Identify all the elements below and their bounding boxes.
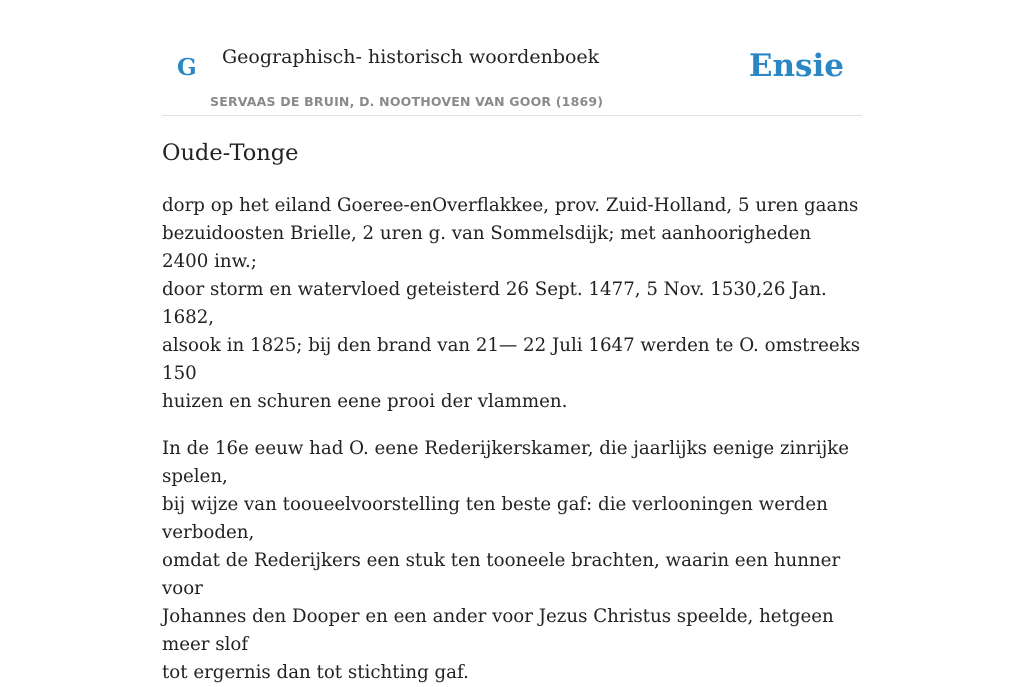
- book-title[interactable]: Geographisch- historisch woordenboek: [222, 46, 600, 68]
- book-logo-icon[interactable]: G: [177, 54, 197, 81]
- header: [162, 0, 862, 116]
- book-author: SERVAAS DE BRUIN, D. NOOTHOVEN VAN GOOR (1869): [210, 94, 604, 109]
- brand-logo[interactable]: Ensie: [748, 48, 844, 84]
- entry-paragraph: dorp op het eiland Goeree-enOverflakkee, prov. Zuid-Holland, 5 uren gaans bezuidoosten Brielle, 2 uren g. van Sommelsdijk; met aanhoorigheden 2400 inw.; door storm en watervloed geteisterd 26 Sept. 1477, 5 Nov. 1530,26 Jan. 1682, alsook in 1825; bij den brand van 21— 22 Juli 1647 werden te O. omstreeks 150 huizen en schuren eene prooi der vlammen.: [162, 195, 861, 413]
- entry-content: [162, 139, 862, 687]
- entry-paragraph: In de 16e eeuw had O. eene Rederijkerskamer, die jaarlijks eenige zinrijke spelen, bij wijze van tooueelvoorstelling ten beste gaf: die verlooningen werden verboden, omdat de Rederijkers een stuk ten tooneele brachten, waarin een hunner voor Johannes den Dooper en een ander voor Jezus Christus speelde, hetgeen meer slof tot ergernis dan tot stichting gaf.: [162, 438, 849, 684]
- entry-title: Oude-Tonge: [162, 140, 299, 166]
